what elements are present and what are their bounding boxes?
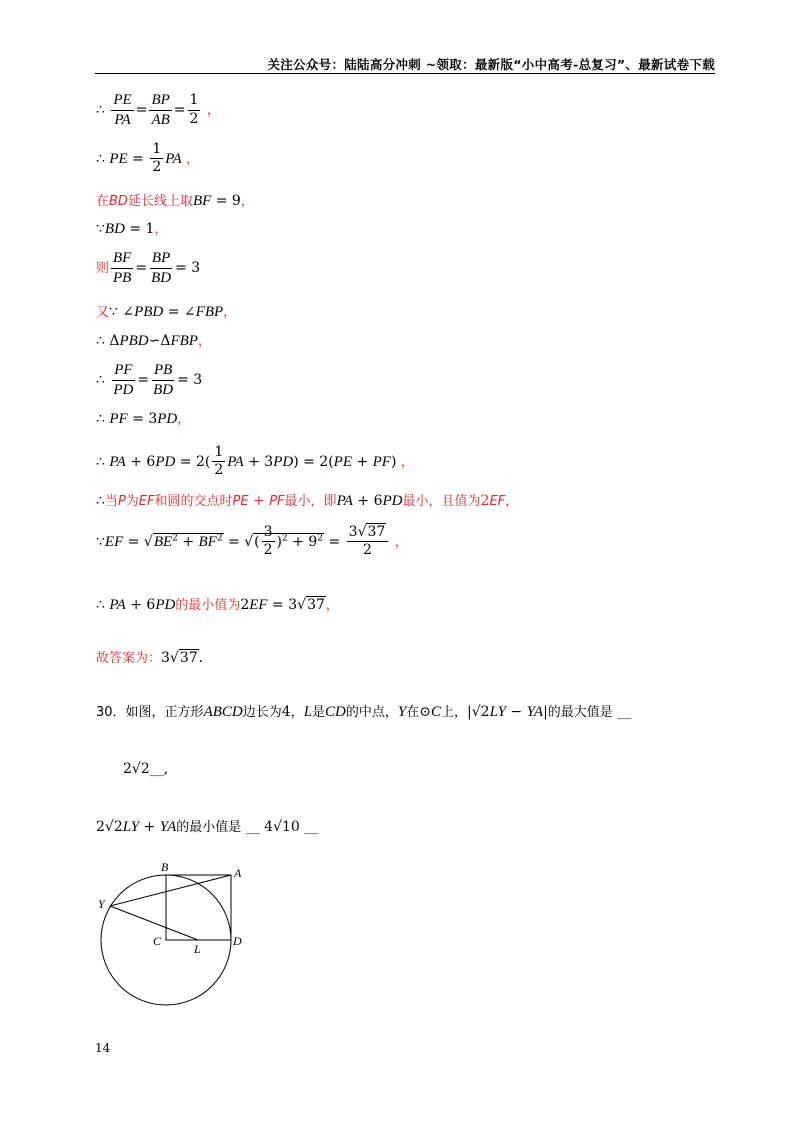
line-11: ∴当P为EF和圆的交点时PE + PF最小，即PA + 6PD最小，且值为2EF，: [96, 493, 519, 509]
answer-1: 2√2__,: [123, 761, 169, 777]
label-d: D: [233, 934, 242, 948]
line-6: 又∵ ∠PBD = ∠FBP，: [96, 304, 237, 320]
line-13: ∴ PA + 6PD的最小值为2EF = 3√37，: [96, 597, 339, 613]
label-y: Y: [98, 897, 105, 911]
line-3: 在BD延长线上取BF = 9，: [96, 193, 254, 209]
question-30-part2: 2√2LY + YA的最小值是 __ 4√10 __: [96, 819, 319, 835]
line-10: ∴ PA + 6PD = 2( $\frac{1}{2}$ PA + 3PD) = 2(PE + PF) ，: [96, 444, 414, 479]
header-rule: [95, 73, 715, 74]
page-number: 14: [95, 1041, 111, 1055]
line-5: 则 $\frac{BF}{PB}$ = $\frac{BP}{BD}$ = 3: [96, 250, 201, 286]
line-9: ∴ PF = 3PD，: [96, 411, 191, 427]
geometry-figure: [90, 855, 260, 1015]
line-14: 故答案为：3√37.: [96, 650, 204, 666]
segment-ya: [110, 875, 231, 906]
line-12: ∵EF = $√BE^2 + BF^2$ = √( $\frac{3}{2}$ )$^2 + 9^2$ = $\frac{3√37}{2}$ ，: [96, 524, 408, 559]
line-7: ∴ ΔPBD∽ΔFBP，: [96, 333, 211, 349]
label-a: A: [234, 866, 242, 880]
label-l: L: [194, 942, 201, 956]
line-1: ∴ $\frac{PE}{PA}$ = $\frac{BP}{AB}$ = $\frac{1}{2}$ ，: [96, 92, 220, 128]
question-30: 30．如图，正方形ABCD边长为4，L是CD的中点，Y在⊙C上，|√2LY − YA|的最大值是 __: [96, 704, 632, 720]
line-4: ∵BD = 1，: [96, 221, 168, 237]
line-2: ∴ PE = $\frac{1}{2}$ PA ，: [96, 141, 200, 176]
page-header: 关注公众号：陆陆高分冲刺 ~领取：最新版“小中高考-总复习”、最新试卷下载: [267, 57, 715, 72]
label-b: B: [161, 860, 169, 874]
label-c: C: [153, 934, 162, 948]
line-8: ∴ $\frac{PF}{PD}$ = $\frac{PB}{BD}$ = 3: [96, 362, 203, 398]
square-abcd: [166, 875, 231, 940]
